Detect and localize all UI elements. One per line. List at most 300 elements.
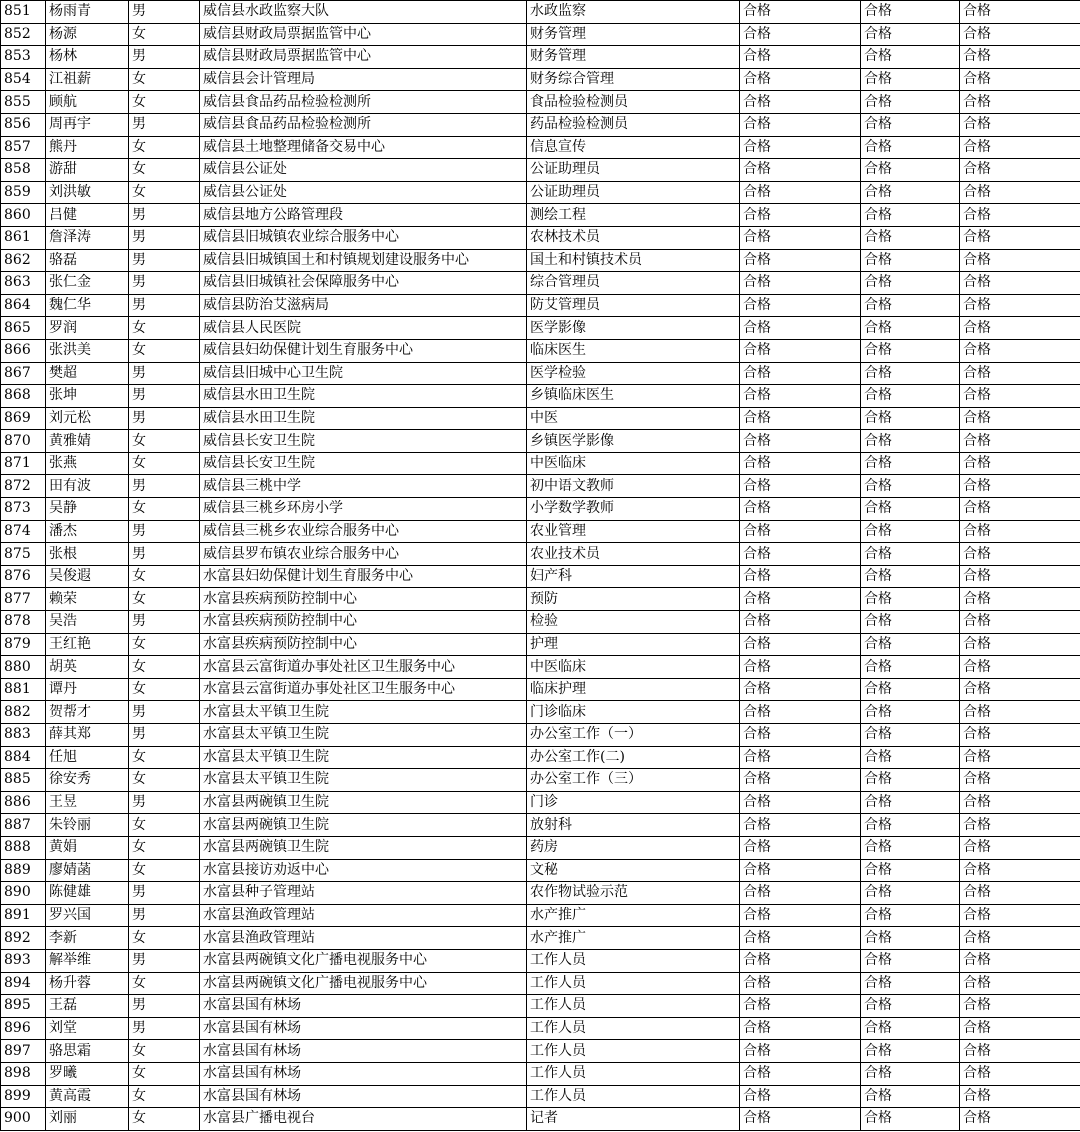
row-number-cell: 877 — [1, 588, 46, 611]
result-check-1-cell: 合格 — [740, 407, 861, 430]
person-name-cell: 魏仁华 — [46, 294, 129, 317]
table-row — [1, 836, 1080, 859]
result-check-2-cell: 合格 — [861, 656, 960, 679]
result-check-1-cell: 合格 — [740, 904, 861, 927]
gender-cell: 男 — [129, 475, 200, 498]
table-row — [1, 430, 1080, 453]
table-row — [1, 611, 1080, 634]
table-row — [1, 678, 1080, 701]
position-cell: 门诊临床 — [527, 701, 740, 724]
result-check-2-cell: 合格 — [861, 633, 960, 656]
result-check-1-cell: 合格 — [740, 249, 861, 272]
employer-unit-cell: 水富县渔政管理站 — [200, 904, 527, 927]
position-cell: 农业技术员 — [527, 543, 740, 566]
employer-unit-cell: 威信县水田卫生院 — [200, 407, 527, 430]
person-name-cell: 詹泽涛 — [46, 226, 129, 249]
table-row — [1, 294, 1080, 317]
gender-cell: 男 — [129, 904, 200, 927]
table-row — [1, 498, 1080, 521]
position-cell: 公证助理员 — [527, 181, 740, 204]
employer-unit-cell: 威信县公证处 — [200, 159, 527, 182]
table-row — [1, 701, 1080, 724]
person-name-cell: 赖荣 — [46, 588, 129, 611]
table-row — [1, 769, 1080, 792]
table-row — [1, 724, 1080, 747]
employer-unit-cell: 水富县国有林场 — [200, 1017, 527, 1040]
person-name-cell: 刘丽 — [46, 1108, 129, 1131]
result-check-3-cell: 合格 — [960, 362, 1080, 385]
result-check-3-cell: 合格 — [960, 904, 1080, 927]
gender-cell: 女 — [129, 836, 200, 859]
employer-unit-cell: 威信县三桃中学 — [200, 475, 527, 498]
row-number-cell: 882 — [1, 701, 46, 724]
gender-cell: 男 — [129, 272, 200, 295]
gender-cell: 女 — [129, 633, 200, 656]
gender-cell: 女 — [129, 430, 200, 453]
gender-cell: 女 — [129, 565, 200, 588]
result-check-3-cell: 合格 — [960, 23, 1080, 46]
gender-cell: 女 — [129, 1062, 200, 1085]
person-name-cell: 江祖薪 — [46, 68, 129, 91]
result-check-1-cell: 合格 — [740, 23, 861, 46]
person-name-cell: 胡英 — [46, 656, 129, 679]
employer-unit-cell: 水富县种子管理站 — [200, 882, 527, 905]
result-check-1-cell: 合格 — [740, 611, 861, 634]
gender-cell: 女 — [129, 452, 200, 475]
result-check-3-cell: 合格 — [960, 136, 1080, 159]
result-check-2-cell: 合格 — [861, 1, 960, 24]
position-cell: 工作人员 — [527, 972, 740, 995]
position-cell: 防艾管理员 — [527, 294, 740, 317]
person-name-cell: 张根 — [46, 543, 129, 566]
position-cell: 工作人员 — [527, 1040, 740, 1063]
row-number-cell: 874 — [1, 520, 46, 543]
gender-cell: 男 — [129, 226, 200, 249]
table-row — [1, 339, 1080, 362]
row-number-cell: 880 — [1, 656, 46, 679]
result-check-1-cell: 合格 — [740, 859, 861, 882]
table-row — [1, 362, 1080, 385]
employer-unit-cell: 水富县云富街道办事处社区卫生服务中心 — [200, 656, 527, 679]
result-check-1-cell: 合格 — [740, 159, 861, 182]
position-cell: 护理 — [527, 633, 740, 656]
result-check-3-cell: 合格 — [960, 1108, 1080, 1131]
result-check-2-cell: 合格 — [861, 136, 960, 159]
result-check-3-cell: 合格 — [960, 882, 1080, 905]
employer-unit-cell: 威信县水田卫生院 — [200, 385, 527, 408]
position-cell: 公证助理员 — [527, 159, 740, 182]
gender-cell: 女 — [129, 927, 200, 950]
employer-unit-cell: 威信县三桃乡环房小学 — [200, 498, 527, 521]
result-check-1-cell: 合格 — [740, 339, 861, 362]
result-check-2-cell: 合格 — [861, 1017, 960, 1040]
row-number-cell: 886 — [1, 791, 46, 814]
result-check-1-cell: 合格 — [740, 498, 861, 521]
result-check-3-cell: 合格 — [960, 656, 1080, 679]
row-number-cell: 873 — [1, 498, 46, 521]
employer-unit-cell: 水富县两碗镇文化广播电视服务中心 — [200, 972, 527, 995]
row-number-cell: 851 — [1, 1, 46, 24]
person-name-cell: 刘堂 — [46, 1017, 129, 1040]
position-cell: 水政监察 — [527, 1, 740, 24]
gender-cell: 女 — [129, 317, 200, 340]
person-name-cell: 刘元松 — [46, 407, 129, 430]
position-cell: 办公室工作（一） — [527, 724, 740, 747]
position-cell: 预防 — [527, 588, 740, 611]
result-check-1-cell: 合格 — [740, 226, 861, 249]
result-check-3-cell: 合格 — [960, 452, 1080, 475]
result-check-2-cell: 合格 — [861, 520, 960, 543]
position-cell: 信息宣传 — [527, 136, 740, 159]
row-number-cell: 852 — [1, 23, 46, 46]
result-check-1-cell: 合格 — [740, 113, 861, 136]
gender-cell: 男 — [129, 701, 200, 724]
result-check-1-cell: 合格 — [740, 1085, 861, 1108]
result-check-1-cell: 合格 — [740, 949, 861, 972]
result-check-3-cell: 合格 — [960, 385, 1080, 408]
result-check-2-cell: 合格 — [861, 475, 960, 498]
person-name-cell: 黄娟 — [46, 836, 129, 859]
result-check-3-cell: 合格 — [960, 836, 1080, 859]
gender-cell: 女 — [129, 136, 200, 159]
result-check-1-cell: 合格 — [740, 452, 861, 475]
row-number-cell: 855 — [1, 91, 46, 114]
result-check-1-cell: 合格 — [740, 317, 861, 340]
employer-unit-cell: 威信县长安卫生院 — [200, 452, 527, 475]
position-cell: 工作人员 — [527, 949, 740, 972]
employer-unit-cell: 威信县食品药品检验检测所 — [200, 113, 527, 136]
result-check-3-cell: 合格 — [960, 68, 1080, 91]
person-name-cell: 张仁金 — [46, 272, 129, 295]
result-check-1-cell: 合格 — [740, 91, 861, 114]
employer-unit-cell: 威信县人民医院 — [200, 317, 527, 340]
position-cell: 工作人员 — [527, 1017, 740, 1040]
employer-unit-cell: 水富县两碗镇卫生院 — [200, 791, 527, 814]
result-check-2-cell: 合格 — [861, 949, 960, 972]
result-check-3-cell: 合格 — [960, 498, 1080, 521]
gender-cell: 男 — [129, 204, 200, 227]
table-row — [1, 746, 1080, 769]
position-cell: 工作人员 — [527, 1062, 740, 1085]
row-number-cell: 867 — [1, 362, 46, 385]
employer-unit-cell: 水富县太平镇卫生院 — [200, 701, 527, 724]
employer-unit-cell: 水富县接访劝返中心 — [200, 859, 527, 882]
person-name-cell: 刘洪敏 — [46, 181, 129, 204]
result-check-1-cell: 合格 — [740, 475, 861, 498]
gender-cell: 男 — [129, 1, 200, 24]
gender-cell: 女 — [129, 972, 200, 995]
row-number-cell: 900 — [1, 1108, 46, 1131]
result-check-2-cell: 合格 — [861, 611, 960, 634]
result-check-2-cell: 合格 — [861, 972, 960, 995]
result-check-1-cell: 合格 — [740, 362, 861, 385]
employer-unit-cell: 威信县旧城镇农业综合服务中心 — [200, 226, 527, 249]
result-check-1-cell: 合格 — [740, 430, 861, 453]
row-number-cell: 888 — [1, 836, 46, 859]
result-check-3-cell: 合格 — [960, 1017, 1080, 1040]
position-cell: 财务综合管理 — [527, 68, 740, 91]
employer-unit-cell: 威信县土地整理储备交易中心 — [200, 136, 527, 159]
table-row — [1, 1108, 1080, 1131]
result-check-1-cell: 合格 — [740, 136, 861, 159]
result-check-1-cell: 合格 — [740, 385, 861, 408]
person-name-cell: 熊丹 — [46, 136, 129, 159]
employer-unit-cell: 水富县疾病预防控制中心 — [200, 633, 527, 656]
result-check-3-cell: 合格 — [960, 859, 1080, 882]
result-check-2-cell: 合格 — [861, 724, 960, 747]
result-check-2-cell: 合格 — [861, 678, 960, 701]
gender-cell: 男 — [129, 294, 200, 317]
employer-unit-cell: 水富县国有林场 — [200, 995, 527, 1018]
position-cell: 临床医生 — [527, 339, 740, 362]
row-number-cell: 876 — [1, 565, 46, 588]
person-name-cell: 王昱 — [46, 791, 129, 814]
result-check-3-cell: 合格 — [960, 927, 1080, 950]
row-number-cell: 854 — [1, 68, 46, 91]
row-number-cell: 890 — [1, 882, 46, 905]
result-check-1-cell: 合格 — [740, 769, 861, 792]
result-check-2-cell: 合格 — [861, 226, 960, 249]
row-number-cell: 858 — [1, 159, 46, 182]
employer-unit-cell: 水富县疾病预防控制中心 — [200, 611, 527, 634]
person-name-cell: 李新 — [46, 927, 129, 950]
position-cell: 水产推广 — [527, 904, 740, 927]
table-row — [1, 1062, 1080, 1085]
result-check-3-cell: 合格 — [960, 814, 1080, 837]
person-name-cell: 陈健雄 — [46, 882, 129, 905]
result-check-1-cell: 合格 — [740, 882, 861, 905]
gender-cell: 男 — [129, 113, 200, 136]
result-check-3-cell: 合格 — [960, 159, 1080, 182]
result-check-1-cell: 合格 — [740, 543, 861, 566]
employer-unit-cell: 水富县两碗镇卫生院 — [200, 836, 527, 859]
employer-unit-cell: 水富县疾病预防控制中心 — [200, 588, 527, 611]
result-check-1-cell: 合格 — [740, 1, 861, 24]
gender-cell: 女 — [129, 814, 200, 837]
result-check-2-cell: 合格 — [861, 430, 960, 453]
person-name-cell: 王红艳 — [46, 633, 129, 656]
employer-unit-cell: 水富县两碗镇文化广播电视服务中心 — [200, 949, 527, 972]
position-cell: 门诊 — [527, 791, 740, 814]
gender-cell: 男 — [129, 724, 200, 747]
position-cell: 文秘 — [527, 859, 740, 882]
table-row — [1, 204, 1080, 227]
position-cell: 药房 — [527, 836, 740, 859]
result-check-1-cell: 合格 — [740, 927, 861, 950]
result-check-1-cell: 合格 — [740, 791, 861, 814]
result-check-3-cell: 合格 — [960, 791, 1080, 814]
person-name-cell: 谭丹 — [46, 678, 129, 701]
gender-cell: 女 — [129, 678, 200, 701]
result-check-3-cell: 合格 — [960, 475, 1080, 498]
position-cell: 妇产科 — [527, 565, 740, 588]
position-cell: 中医临床 — [527, 452, 740, 475]
position-cell: 记者 — [527, 1108, 740, 1131]
table-row — [1, 317, 1080, 340]
employer-unit-cell: 威信县食品药品检验检测所 — [200, 91, 527, 114]
person-name-cell: 吴俊遐 — [46, 565, 129, 588]
table-row — [1, 995, 1080, 1018]
table-row — [1, 226, 1080, 249]
employer-unit-cell: 威信县水政监察大队 — [200, 1, 527, 24]
employer-unit-cell: 威信县罗布镇农业综合服务中心 — [200, 543, 527, 566]
result-check-3-cell: 合格 — [960, 972, 1080, 995]
result-check-2-cell: 合格 — [861, 362, 960, 385]
row-number-cell: 860 — [1, 204, 46, 227]
table-row — [1, 1085, 1080, 1108]
result-check-1-cell: 合格 — [740, 746, 861, 769]
result-check-3-cell: 合格 — [960, 543, 1080, 566]
table-row — [1, 588, 1080, 611]
result-check-1-cell: 合格 — [740, 565, 861, 588]
position-cell: 办公室工作(二) — [527, 746, 740, 769]
result-check-3-cell: 合格 — [960, 317, 1080, 340]
person-name-cell: 张燕 — [46, 452, 129, 475]
result-check-2-cell: 合格 — [861, 272, 960, 295]
result-check-2-cell: 合格 — [861, 113, 960, 136]
person-name-cell: 杨雨青 — [46, 1, 129, 24]
row-number-cell: 883 — [1, 724, 46, 747]
result-check-3-cell: 合格 — [960, 565, 1080, 588]
row-number-cell: 878 — [1, 611, 46, 634]
result-check-2-cell: 合格 — [861, 701, 960, 724]
result-check-3-cell: 合格 — [960, 1, 1080, 24]
row-number-cell: 853 — [1, 46, 46, 69]
result-check-1-cell: 合格 — [740, 1040, 861, 1063]
result-check-3-cell: 合格 — [960, 249, 1080, 272]
employer-unit-cell: 威信县旧城镇社会保障服务中心 — [200, 272, 527, 295]
result-check-1-cell: 合格 — [740, 1108, 861, 1131]
person-name-cell: 黄高霞 — [46, 1085, 129, 1108]
result-check-2-cell: 合格 — [861, 498, 960, 521]
row-number-cell: 864 — [1, 294, 46, 317]
result-check-2-cell: 合格 — [861, 565, 960, 588]
row-number-cell: 892 — [1, 927, 46, 950]
table-row — [1, 23, 1080, 46]
employer-unit-cell: 水富县妇幼保健计划生育服务中心 — [200, 565, 527, 588]
result-check-1-cell: 合格 — [740, 656, 861, 679]
result-check-2-cell: 合格 — [861, 204, 960, 227]
result-check-2-cell: 合格 — [861, 46, 960, 69]
employer-unit-cell: 水富县国有林场 — [200, 1085, 527, 1108]
gender-cell: 男 — [129, 46, 200, 69]
result-check-3-cell: 合格 — [960, 1085, 1080, 1108]
position-cell: 药品检验检测员 — [527, 113, 740, 136]
person-name-cell: 罗兴国 — [46, 904, 129, 927]
position-cell: 财务管理 — [527, 23, 740, 46]
position-cell: 乡镇医学影像 — [527, 430, 740, 453]
gender-cell: 女 — [129, 91, 200, 114]
result-check-2-cell: 合格 — [861, 995, 960, 1018]
person-name-cell: 解举维 — [46, 949, 129, 972]
table-row — [1, 565, 1080, 588]
table-row — [1, 181, 1080, 204]
table-row — [1, 452, 1080, 475]
result-check-1-cell: 合格 — [740, 588, 861, 611]
result-check-3-cell: 合格 — [960, 701, 1080, 724]
result-check-3-cell: 合格 — [960, 113, 1080, 136]
result-check-2-cell: 合格 — [861, 1062, 960, 1085]
table-row — [1, 791, 1080, 814]
result-check-1-cell: 合格 — [740, 972, 861, 995]
person-name-cell: 吕健 — [46, 204, 129, 227]
position-cell: 国土和村镇技术员 — [527, 249, 740, 272]
result-check-3-cell: 合格 — [960, 995, 1080, 1018]
gender-cell: 女 — [129, 769, 200, 792]
result-check-1-cell: 合格 — [740, 204, 861, 227]
position-cell: 放射科 — [527, 814, 740, 837]
row-number-cell: 893 — [1, 949, 46, 972]
row-number-cell: 889 — [1, 859, 46, 882]
person-name-cell: 任旭 — [46, 746, 129, 769]
table-body — [1, 1, 1080, 1131]
table-row — [1, 407, 1080, 430]
employer-unit-cell: 水富县国有林场 — [200, 1040, 527, 1063]
gender-cell: 男 — [129, 385, 200, 408]
row-number-cell: 865 — [1, 317, 46, 340]
result-check-2-cell: 合格 — [861, 1085, 960, 1108]
position-cell: 农业管理 — [527, 520, 740, 543]
position-cell: 工作人员 — [527, 995, 740, 1018]
table-row — [1, 904, 1080, 927]
employer-unit-cell: 威信县财政局票据监管中心 — [200, 46, 527, 69]
person-name-cell: 杨源 — [46, 23, 129, 46]
result-check-3-cell: 合格 — [960, 294, 1080, 317]
row-number-cell: 879 — [1, 633, 46, 656]
gender-cell: 女 — [129, 339, 200, 362]
gender-cell: 女 — [129, 588, 200, 611]
row-number-cell: 863 — [1, 272, 46, 295]
person-name-cell: 吴静 — [46, 498, 129, 521]
employer-unit-cell: 水富县两碗镇卫生院 — [200, 814, 527, 837]
result-check-3-cell: 合格 — [960, 949, 1080, 972]
result-check-3-cell: 合格 — [960, 611, 1080, 634]
gender-cell: 男 — [129, 1017, 200, 1040]
position-cell: 办公室工作（三） — [527, 769, 740, 792]
result-check-2-cell: 合格 — [861, 407, 960, 430]
table-row — [1, 68, 1080, 91]
result-check-2-cell: 合格 — [861, 23, 960, 46]
result-check-2-cell: 合格 — [861, 588, 960, 611]
result-check-3-cell: 合格 — [960, 226, 1080, 249]
employer-unit-cell: 威信县防治艾滋病局 — [200, 294, 527, 317]
person-name-cell: 朱铃丽 — [46, 814, 129, 837]
person-name-cell: 骆磊 — [46, 249, 129, 272]
gender-cell: 男 — [129, 949, 200, 972]
row-number-cell: 872 — [1, 475, 46, 498]
employer-unit-cell: 水富县国有林场 — [200, 1062, 527, 1085]
employer-unit-cell: 水富县渔政管理站 — [200, 927, 527, 950]
result-check-2-cell: 合格 — [861, 339, 960, 362]
result-check-1-cell: 合格 — [740, 181, 861, 204]
employer-unit-cell: 水富县云富街道办事处社区卫生服务中心 — [200, 678, 527, 701]
row-number-cell: 875 — [1, 543, 46, 566]
table-row — [1, 633, 1080, 656]
person-name-cell: 徐安秀 — [46, 769, 129, 792]
person-name-cell: 张坤 — [46, 385, 129, 408]
result-check-1-cell: 合格 — [740, 272, 861, 295]
result-check-2-cell: 合格 — [861, 159, 960, 182]
result-check-2-cell: 合格 — [861, 882, 960, 905]
gender-cell: 女 — [129, 68, 200, 91]
result-check-2-cell: 合格 — [861, 1108, 960, 1131]
person-name-cell: 杨林 — [46, 46, 129, 69]
person-name-cell: 樊超 — [46, 362, 129, 385]
person-name-cell: 王磊 — [46, 995, 129, 1018]
result-check-2-cell: 合格 — [861, 543, 960, 566]
position-cell: 乡镇临床医生 — [527, 385, 740, 408]
gender-cell: 男 — [129, 407, 200, 430]
